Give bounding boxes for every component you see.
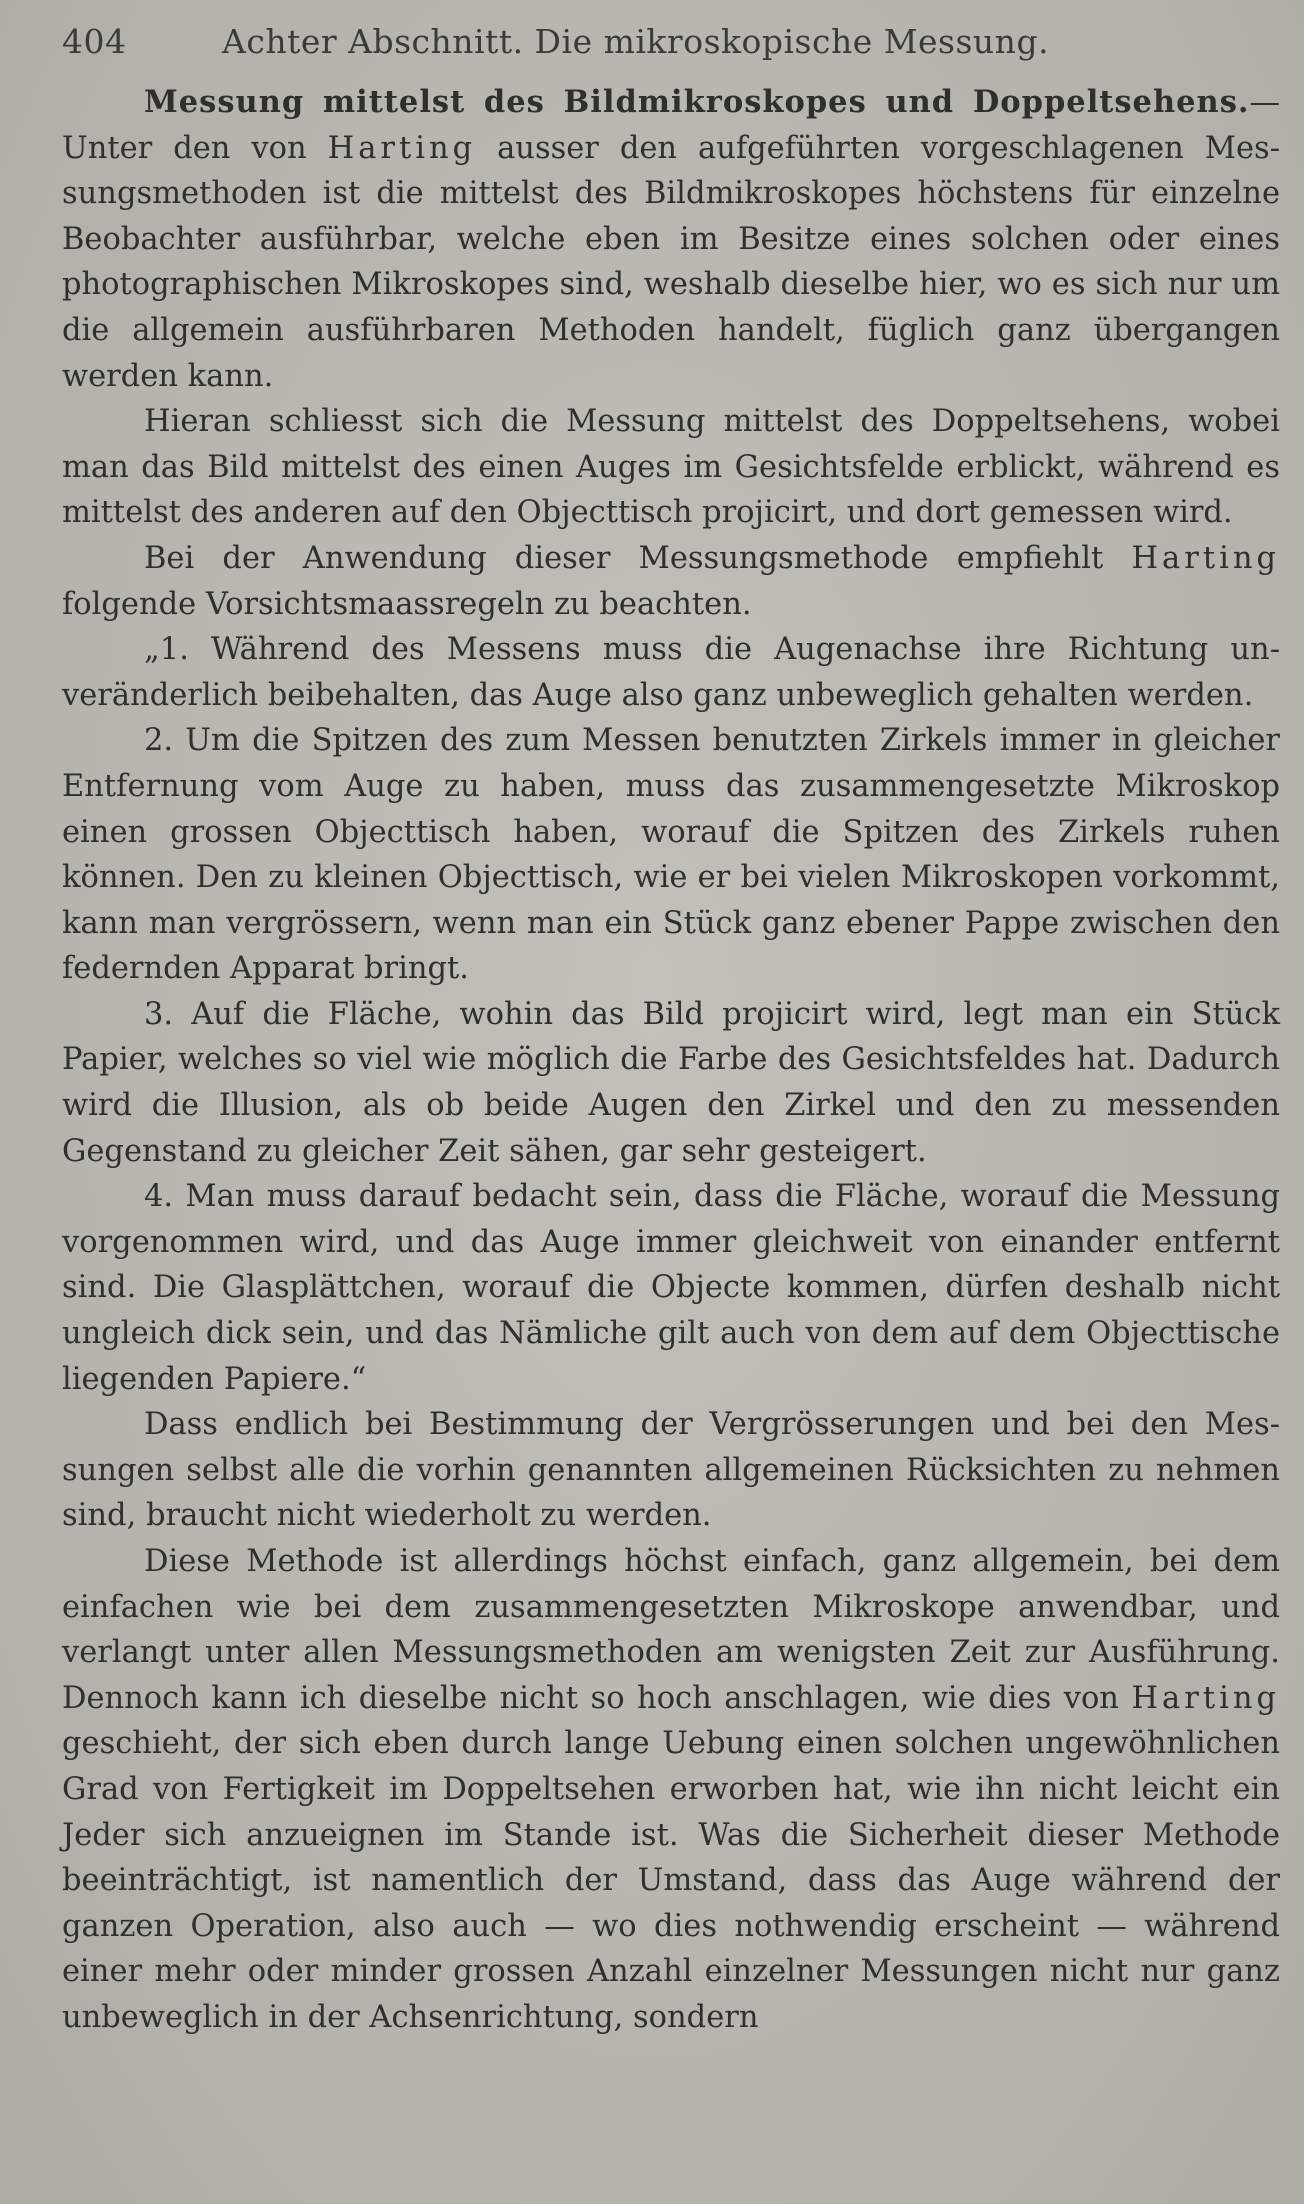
paragraph-doppeltsehen: Hieran schliesst sich die Messung mittelst des Doppeltsehens, wobei man das Bild mittelst des einen Auges im Gesichtsfelde erblickt, während es mittelst des anderen auf den Objecttisch projicirt, und dort gemessen wird. [62, 404, 1280, 531]
book-page [62, 22, 1280, 2041]
paragraph-text: Diese Methode ist allerdings höchst einfach, ganz allgemein, bei dem einfachen wie bei dem zusammengesetzten Mikroskope anwendbar, und verlangt unter allen Messungsmethoden am wenigsten Zeit zur Ausführung. Dennoch kann ich dieselbe nicht so hoch anschlagen, wie dies von [62, 1544, 1280, 1716]
page-number: 404 [62, 22, 127, 61]
running-head [62, 22, 1280, 80]
paragraph-text: Bei der Anwendung dieser Messungsmethode empfiehlt [144, 540, 1132, 576]
author-name: Harting [327, 130, 477, 166]
rule-4: 4. Man muss darauf bedacht sein, dass die Fläche, worauf die Messung vorgenommen wird, und das Auge immer gleichweit von einander entfernt sind. Die Glasplättchen, worauf die Objecte kommen, dürfen deshalb nicht ungleich dick sein, und das Nämliche gilt auch von dem auf dem Objecttische liegenden Papiere.“ [62, 1179, 1280, 1397]
section-paragraph [62, 80, 1280, 399]
paragraph-methode-bewertung [62, 1539, 1280, 2041]
section-heading: Messung mittelst des Bildmikroskopes und Doppeltsehens. [144, 84, 1250, 120]
paragraph-vorsichtsmaassregeln [62, 536, 1280, 627]
paragraph-text: folgende Vorsichtsmaassregeln zu beachten. [62, 586, 752, 622]
paragraph-text: geschieht, der sich eben durch lange Uebung einen solchen ungewöhnlichen Grad von Fertigkeit im Doppeltsehen erworben hat, wie ihn nicht leicht ein Jeder sich anzueignen im Stande ist. Was die Sicherheit dieser Methode beeinträchtigt, ist namentlich der Umstand, dass das Auge während der ganzen Operation, also auch — wo dies nothwendig erscheint — während einer mehr oder minder grossen Anzahl einzelner Messungen nicht nur ganz unbeweglich in der Achsenrichtung, sondern [62, 1726, 1280, 2035]
running-head-title: Achter Abschnitt. Die mikroskopische Messung. [222, 22, 1050, 61]
body-text [62, 80, 1280, 2041]
paragraph-text: — Unter den von [62, 85, 1280, 166]
rule-2: 2. Um die Spitzen des zum Messen benutzten Zirkels immer in gleicher Entfernung vom Auge zu haben, muss das zusammengesetzte Mikroskop einen grossen Objecttisch haben, worauf die Spitzen des Zirkels ruhen können. Den zu kleinen Objecttisch, wie er bei vielen Mikroskopen vorkommt, kann man vergrössern, wenn man ein Stück ganz ebener Pappe zwischen den federnden Apparat bringt. [62, 723, 1280, 987]
rule-1: „1. Während des Messens muss die Augenachse ihre Richtung unveränderlich beibehalten, das Auge also ganz unbeweglich gehalten werden. [62, 632, 1280, 713]
paragraph-text: ausser den aufgeführten vorgeschlagenen Messungsmethoden ist die mittelst des Bildmikroskopes höchstens für einzelne Beobachter ausführbar, welche eben im Besitze eines solchen oder eines photographischen Mikroskopes sind, weshalb dieselbe hier, wo es sich nur um die allgemein ausführbaren Methoden handelt, füglich ganz übergangen werden kann. [62, 130, 1280, 394]
author-name: Harting [1131, 1680, 1280, 1716]
author-name: Harting [1131, 540, 1280, 576]
paragraph-vergroesserungen: Dass endlich bei Bestimmung der Vergrösserungen und bei den Messungen selbst alle die vorhin genannten allgemeinen Rücksichten zu nehmen sind, braucht nicht wiederholt zu werden. [62, 1407, 1280, 1534]
rule-3: 3. Auf die Fläche, wohin das Bild projicirt wird, legt man ein Stück Papier, welches so viel wie möglich die Farbe des Gesichtsfeldes hat. Dadurch wird die Illusion, als ob beide Augen den Zirkel und den zu messenden Gegenstand zu gleicher Zeit sähen, gar sehr gesteigert. [62, 996, 1280, 1169]
